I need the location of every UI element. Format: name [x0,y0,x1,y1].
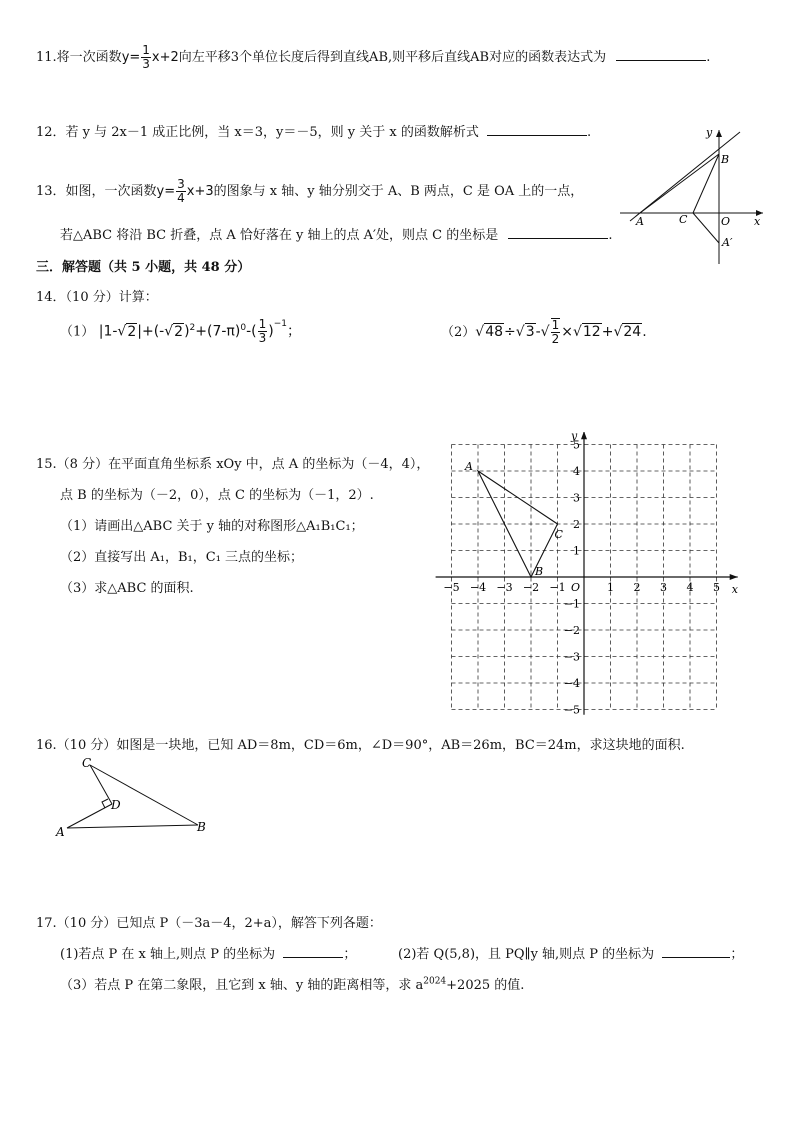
y-axis-arrow [581,432,587,439]
q11-prefix: 11.将一次函数 [36,50,122,65]
y-tick-label: 3 [573,491,580,505]
x-tick-label: −1 [549,581,566,594]
q16-label-D: D [111,798,121,812]
x-tick-label: 3 [660,581,667,594]
y-tick-label: 5 [573,438,580,452]
q16-figure [50,752,220,842]
q16-label-C: C [82,756,92,770]
q17-sub2-blank[interactable] [662,945,730,958]
q11-fn-tail: x+2 [151,50,179,65]
section-3-heading: 三．解答题（共 5 小题，共 48 分） [36,260,251,275]
x-tick-label: −3 [496,581,513,594]
point-C-label: C [554,528,563,541]
q17-sub1-blank[interactable] [283,945,343,958]
x-axis-arrow [730,574,738,580]
q15-coordinate-grid [432,432,742,717]
q11-fn-y: y= [121,50,141,65]
y-axis-label: y [571,432,578,443]
question-17-sub3: （3）若点 P 在第二象限，且它到 x 轴、y 轴的距离相等，求 $a^{2024}+2025$ 的值. [60,976,525,993]
y-tick-label: −2 [563,624,580,637]
y-tick-label: −4 [563,677,580,690]
question-16: 16.（10 分）如图是一块地，已知 AD＝8m，CD＝6m，∠D＝90°，AB＝26m，BC＝24m，求这块地的面积. [36,738,685,753]
q16-label-A: A [56,825,65,839]
x-tick-label: −5 [443,581,460,594]
q13-fig-y-label: y [706,126,713,139]
q13-fig-x-label: x [754,215,761,228]
q13-fraction: $\frac{3}{4}$ [177,177,185,205]
question-13-line2: 若△ABC 将沿 BC 折叠，点 A 恰好落在 y 轴上的点 A′处，则点 C 的坐标是 . [60,228,613,243]
q13-fig-C-label: C [679,213,688,226]
question-17-sub1: (1)若点 P 在 x 轴上,则点 P 的坐标为 ； [60,947,357,962]
point-A-label: A [465,460,473,473]
origin-label: O [570,581,580,594]
point-B-label: B [535,565,544,578]
question-11: 11.将一次函数y= $\frac{1}{3}$ x+2向左平移3个单位长度后得到直线AB,则平移后直线AB对应的函数表达式为 . [36,43,711,71]
question-15-line2: 点 B 的坐标为（－2，0），点 C 的坐标为（－1，2）. [60,488,374,503]
y-tick-label: 4 [573,465,580,478]
q13-fig-B-label: B [721,153,730,166]
x-tick-label: 1 [607,581,614,594]
q12-answer-blank[interactable] [487,123,587,136]
y-tick-label: 2 [573,518,580,531]
question-12: 12．若 y 与 2x－1 成正比例，当 x＝3，y＝－5，则 y 关于 x 的函数解析式 . [36,125,592,140]
q16-label-B: B [197,820,206,834]
question-15-sub2: （2）直接写出 A₁，B₁，C₁ 三点的坐标； [60,550,304,565]
question-17-title: 17.（10 分）已知点 P（－3a－4，2+a），解答下列各题： [36,916,382,931]
q11-text: 向左平移3个单位长度后得到直线AB,则平移后直线AB对应的函数表达式为 [178,50,607,65]
q13-fig-O-label: O [721,215,731,228]
question-14-title: 14．（10 分）计算： [36,290,158,305]
y-tick-label: −3 [563,650,580,664]
q12-text: 12．若 y 与 2x－1 成正比例，当 x＝3，y＝－5，则 y 关于 x 的函数解析式 [36,125,479,140]
question-17-sub2: (2)若 Q(5,8)，且 PQ∥y 轴,则点 P 的坐标为 ； [398,947,744,962]
question-15-line1: 15.（8 分）在平面直角坐标系 xOy 中，点 A 的坐标为（－4，4）， [36,457,430,472]
x-tick-label: 2 [633,581,641,594]
y-tick-label: −5 [563,703,580,717]
q14-part1: （1） $|1-√2|+(-√2)^2+(7-\pi)^0-$( $\frac{1}{3}$ )$^{-1}$； [60,317,301,345]
y-tick-label: 1 [573,544,580,558]
q11-answer-blank[interactable] [616,48,706,61]
question-13-line1: 13．如图，一次函数y= $\frac{3}{4}$ x+3的图象与 x 轴、y 轴分别交于 A、B 两点，C 是 OA 上的一点， [36,177,584,205]
x-tick-label: 4 [686,581,694,594]
x-tick-label: −2 [522,581,540,594]
x-tick-label: −4 [469,581,487,594]
question-15-sub1: （1）请画出△ABC 关于 y 轴的对称图形△A₁B₁C₁； [60,519,364,534]
x-axis-label: x [731,583,738,596]
q13-fig-Aprime-label: A′ [722,236,733,249]
q13-answer-blank[interactable] [508,226,608,239]
q11-fraction: $\frac{1}{3}$ [142,43,150,71]
question-15-sub3: （3）求△ABC 的面积. [60,581,194,596]
q13-fig-A-label: A [636,215,644,228]
y-tick-label: −1 [563,597,580,611]
q13-figure [615,122,775,267]
q14-part2: （2）√48÷√3-√ $\frac{1}{2}$ ×√12+√24. [441,318,647,346]
x-tick-label: 5 [713,581,720,594]
